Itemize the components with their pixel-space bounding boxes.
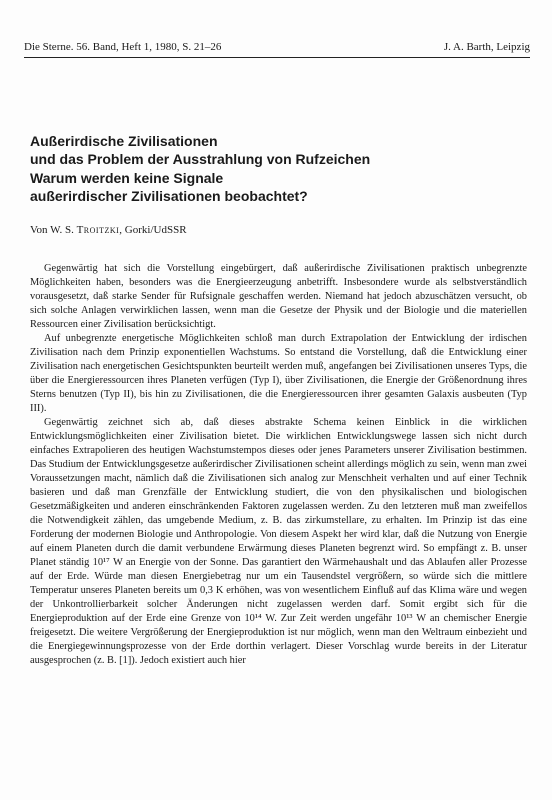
body-paragraph: Auf unbegrenzte energetische Möglichkeiten schloß man durch Extrapolation der Entwicklung der irdischen Zivilisation nach dem Prinzip exponentiellen Wachstums. So entstand die Vorstellung, daß die Entwicklung einer Zivilisation nach energetischen Gesichtspunkten beurteilt werden muß, angefangen bei Zivilisationen unseres Typs, die über die Energieressourcen ihres Planeten verfügen (Typ I), über Zivilisationen, die Energie der Größenordnung ihres Sterns benutzen (Typ II), bis hin zu Zivilisationen, die die Energieressourcen ihrer gesamten Galaxis ausbeuten (Typ III). [30, 333, 527, 414]
affiliation: , Gorki/UdSSR [119, 224, 187, 236]
article-title [30, 132, 500, 205]
byline [30, 224, 187, 236]
author-name: Troitzki [76, 224, 120, 236]
running-header [24, 41, 530, 55]
byline-prefix: Von W. S. [30, 224, 77, 236]
title-line: Außerirdische Zivilisationen [30, 133, 218, 149]
subtitle-line: Warum werden keine Signale [30, 170, 224, 186]
header-rule [24, 57, 530, 58]
journal-citation: Die Sterne. 56. Band, Heft 1, 1980, S. 21–26 [24, 41, 222, 53]
title-line: und das Problem der Ausstrahlung von Rufzeichen [30, 151, 371, 167]
body-paragraph: Gegenwärtig zeichnet sich ab, daß dieses abstrakte Schema keinen Einblick in die wirklichen Entwicklungsmöglichkeiten einer Zivilisation bietet. Die wirklichen Entwicklungswege lassen sich nicht durch einfaches Extrapolieren des heutigen Wachstumstempos dieses oder jenes Parameters unserer Zivilisation bestimmen. Das Studium der Entwicklungsgesetze außerirdischer Zivilisationen scheint allerdings möglich zu sein, wenn man zwei Voraussetzungen macht, nämlich daß die Zivilisationen sich analog zur Menschheit verhalten und auf einer Technik basieren und daß man Grenzfälle der Entwicklung studiert, die von den physikalischen und biologischen Gesetzmäßigkeiten und anderen einschränkenden Faktoren zugelassen werden. Zu den letzteren muß man zweifellos die Notwendigkeit zählen, das umgebende Medium, z. B. das zirkumstellare, zu erhalten. Im Prinzip ist das eine Forderung der modernen Biologie und Anthropologie. Von diesem Aspekt her wird klar, daß die Nutzung von Energie auf einem Planeten durch die damit verbundene Erwärmung dieses Planeten begrenzt wird. So empfängt z. B. unser Planet ständig 10¹⁷ W an Energie von der Sonne. Das garantiert den Wärmehaushalt und das Ablaufen aller Prozesse auf der Erde. Würde man diesen Energiebetrag nur um ein Tausendstel vergrößern, so würde sich die mittlere Temperatur unseres Planeten bereits um 0,3 K erhöhen, was von wesentlichem Einfluß auf das Klima wäre und wegen der Unkontrollierbarkeit solcher Änderungen nicht zugelassen werden darf. Somit ergibt sich für die Energieproduktion auf der Erde eine Grenze von 10¹⁴ W. Zur Zeit werden ungefähr 10¹³ W an chemischer Energie freigesetzt. Die weitere Vergrößerung der Energieproduktion ist nur möglich, wenn man den Weltraum einbezieht und die Energiegewinnungsprozesse von der Erde dorthin verlagert. Dieser Vorschlag wurde bereits in der Literatur ausgesprochen (z. B. [1]). Jedoch existiert auch hier [30, 417, 527, 666]
subtitle-line: außerirdischer Zivilisationen beobachtet? [30, 188, 308, 204]
publisher: J. A. Barth, Leipzig [443, 41, 530, 53]
article-body [30, 262, 527, 668]
body-paragraph: Gegenwärtig hat sich die Vorstellung eingebürgert, daß außerirdische Zivilisationen praktisch unbegrenzte Möglichkeiten haben, besonders was die Energieerzeugung anbetrifft. Insbesondere wurde als selbstverständlich vorausgesetzt, daß starke Sender für Rufsignale geschaffen werden. Niemand hat jedoch abzuschätzen versucht, ob sich solche Anlagen verwirklichen lassen, wenn man die Gesetze der Physik und der Biologie und die materiellen Ressourcen einer Zivilisation berücksichtigt. [30, 263, 527, 330]
